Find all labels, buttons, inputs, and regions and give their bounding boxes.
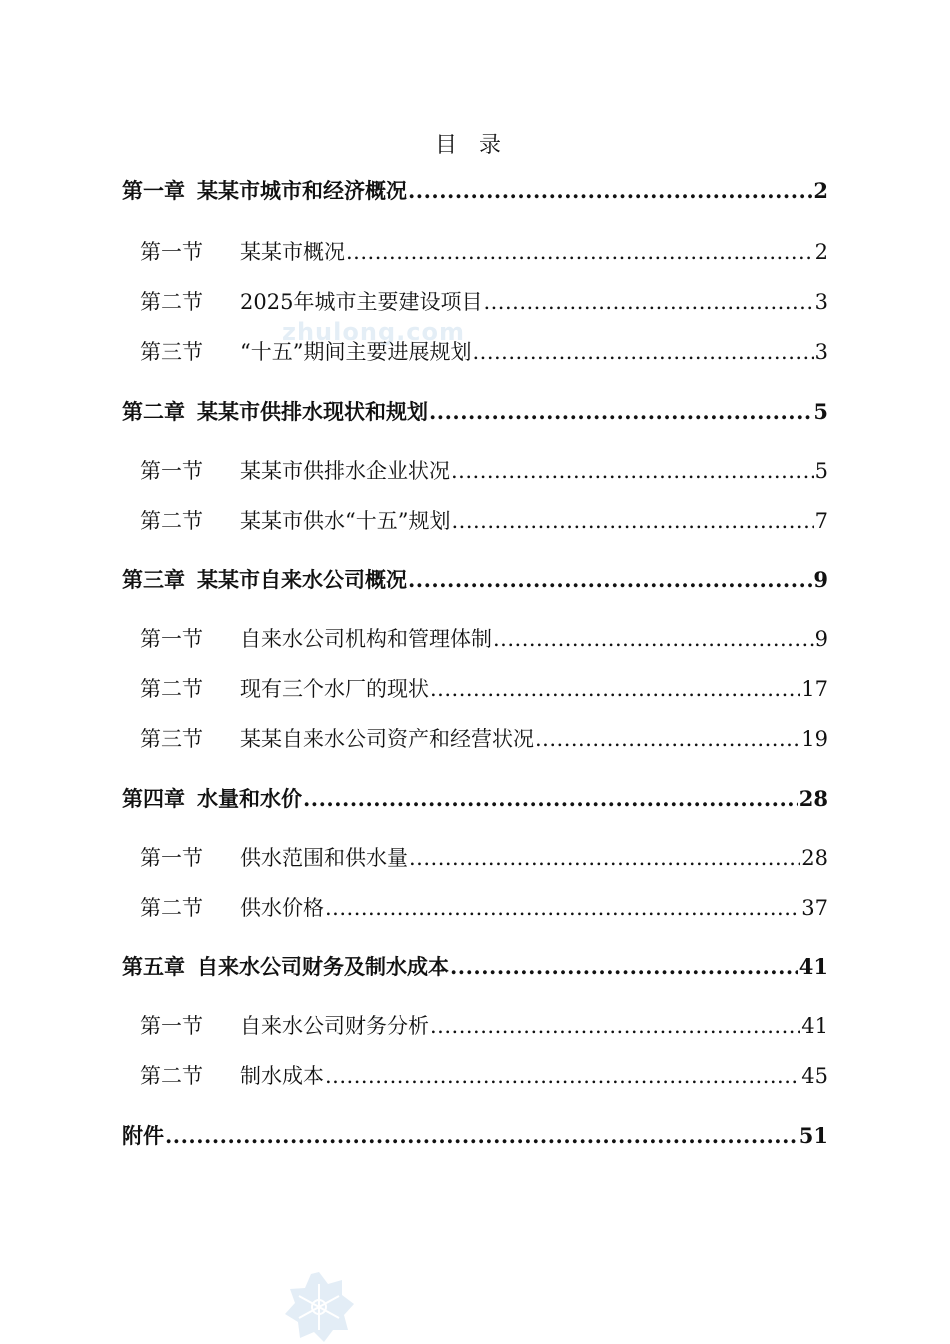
toc-entry-title: 某某市供水“十五”规划 [240, 509, 451, 533]
toc-entry-label: 第一章 [122, 178, 185, 203]
dot-leader [493, 627, 814, 651]
toc-entry-label: 第三节 [140, 340, 203, 364]
toc-entry-label: 第二节 [140, 509, 203, 533]
toc-section-entry[interactable] [140, 455, 828, 485]
toc-section-entry[interactable] [140, 1010, 828, 1040]
toc-entry-title: 某某市概况 [240, 240, 345, 264]
toc-entry-title: 供水范围和供水量 [240, 846, 408, 870]
toc-entry-title: 某某市供排水现状和规划 [197, 399, 428, 424]
toc-entry-title: 自来水公司财务分析 [240, 1014, 429, 1038]
toc-section-entry[interactable] [140, 842, 828, 872]
toc-section-entry[interactable] [140, 505, 828, 535]
dot-leader [346, 240, 814, 264]
watermark-text: zhulong.com [282, 318, 465, 346]
dot-leader [472, 340, 813, 364]
toc-entry-title: 某某自来水公司资产和经营状况 [240, 727, 534, 751]
toc-chapter-entry[interactable] [122, 396, 828, 426]
dot-leader [430, 1014, 800, 1038]
toc-page-number: 5 [813, 399, 828, 424]
toc-chapter-entry[interactable] [122, 951, 828, 981]
toc-chapter-entry[interactable] [122, 175, 828, 205]
dot-leader [430, 677, 800, 701]
dot-leader [408, 178, 812, 203]
dot-leader [409, 846, 800, 870]
dot-leader [325, 1064, 800, 1088]
toc-entry-title: 现有三个水厂的现状 [240, 677, 429, 701]
toc-entry-label: 第一节 [140, 459, 203, 483]
toc-page-number: 9 [813, 567, 828, 592]
toc-page-number: 2 [813, 178, 828, 203]
toc-page-number: 28 [801, 846, 828, 870]
toc-section-entry[interactable] [140, 286, 828, 316]
toc-page-number: 3 [814, 340, 828, 364]
toc-page-number: 45 [801, 1064, 828, 1088]
toc-entry-title: 2025年城市主要建设项目 [240, 290, 483, 314]
dot-leader [451, 459, 814, 483]
toc-entry-label: 第二节 [140, 290, 203, 314]
toc-section-entry[interactable] [140, 892, 828, 922]
dot-leader [535, 727, 800, 751]
toc-entry-label: 第三节 [140, 727, 203, 751]
toc-chapter-entry[interactable] [122, 783, 828, 813]
toc-entry-label: 第二节 [140, 1064, 203, 1088]
toc-title: 目 录 [434, 133, 501, 158]
toc-entry-title: “十五”期间主要进展规划 [240, 340, 472, 364]
toc-entry-title: 某某市城市和经济概况 [197, 178, 407, 203]
dot-leader [408, 567, 812, 592]
toc-chapter-entry[interactable] [122, 564, 828, 594]
toc-entry-label: 第二节 [140, 677, 203, 701]
toc-page-number: 2 [814, 240, 828, 264]
toc-section-entry[interactable] [140, 673, 828, 703]
toc-entry-label: 第一节 [140, 627, 203, 651]
toc-section-entry[interactable] [140, 623, 828, 653]
toc-page-number: 41 [801, 1014, 828, 1038]
toc-entry-label: 第五章 [122, 954, 185, 979]
dot-leader [451, 509, 813, 533]
toc-section-entry[interactable] [140, 1060, 828, 1090]
dot-leader [483, 290, 813, 314]
toc-page-number: 28 [798, 786, 828, 811]
toc-page-number: 41 [798, 954, 828, 979]
toc-entry-title: 自来水公司机构和管理体制 [240, 627, 492, 651]
toc-page-number: 37 [801, 896, 828, 920]
toc-section-entry[interactable] [140, 723, 828, 753]
toc-page-number: 9 [814, 627, 828, 651]
dot-leader [303, 786, 798, 811]
toc-page-number: 19 [801, 727, 828, 751]
toc-page-number: 51 [798, 1123, 828, 1148]
toc-entry-label: 第二节 [140, 896, 203, 920]
toc-page-number: 7 [814, 509, 828, 533]
toc-entry-title: 附件 [122, 1123, 164, 1148]
toc-entry-title: 供水价格 [240, 896, 324, 920]
toc-entry-label: 第一节 [140, 846, 203, 870]
toc-section-entry[interactable] [140, 236, 828, 266]
toc-entry-label: 第一节 [140, 240, 203, 264]
dot-leader [325, 896, 800, 920]
snowflake-logo-icon [282, 1270, 356, 1344]
dot-leader [429, 399, 812, 424]
dot-leader [450, 954, 798, 979]
toc-entry-label: 第二章 [122, 399, 185, 424]
toc-page-number: 5 [814, 459, 828, 483]
toc-chapter-entry[interactable] [122, 1120, 828, 1150]
dot-leader [165, 1123, 798, 1148]
toc-entry-label: 第四章 [122, 786, 185, 811]
toc-page-number: 3 [814, 290, 828, 314]
toc-entry-title: 某某市供排水企业状况 [240, 459, 450, 483]
toc-entry-title: 水量和水价 [197, 786, 302, 811]
toc-entry-title: 自来水公司财务及制水成本 [197, 954, 449, 979]
toc-entry-label: 第三章 [122, 567, 185, 592]
toc-entry-title: 某某市自来水公司概况 [197, 567, 407, 592]
toc-entry-label: 第一节 [140, 1014, 203, 1038]
toc-entry-title: 制水成本 [240, 1064, 324, 1088]
toc-section-entry[interactable] [140, 336, 828, 366]
toc-page-number: 17 [801, 677, 828, 701]
